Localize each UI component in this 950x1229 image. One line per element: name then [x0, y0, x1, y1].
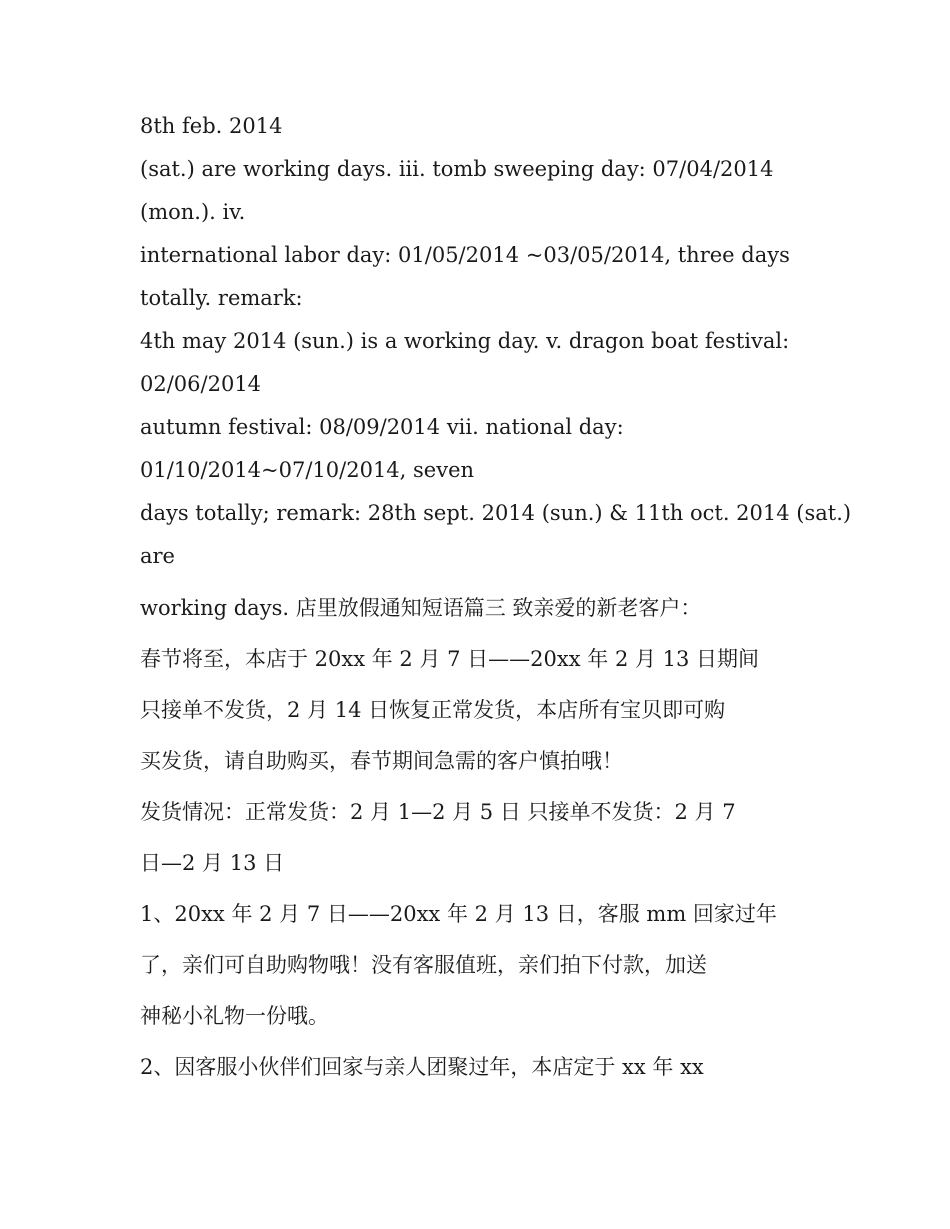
text-line: 2、因客服小伙伴们回家与亲人团聚过年，本店定于 xx 年 xx [140, 1055, 704, 1079]
text-line: (mon.). iv. [140, 200, 246, 224]
text-line: 1、20xx 年 2 月 7 日——20xx 年 2 月 13 日，客服 mm 回家过年 [140, 902, 777, 926]
text-line: working days. 店里放假通知短语篇三 致亲爱的新老客户： [140, 596, 702, 620]
text-line: international labor day: 01/05/2014 ~03/05/2014, three days [140, 243, 790, 267]
text-line: are [140, 544, 175, 568]
text-line: autumn festival: 08/09/2014 vii. national day: [140, 415, 624, 439]
document-body [140, 105, 852, 1093]
text-line: 买发货，请自助购买，春节期间急需的客户慎拍哦！ [140, 749, 623, 773]
text-line: totally. remark: [140, 286, 303, 310]
text-line: 01/10/2014~07/10/2014, seven [140, 458, 475, 482]
text-line: 了，亲们可自助购物哦！没有客服值班，亲们拍下付款，加送 [140, 953, 707, 977]
text-line: 只接单不发货，2 月 14 日恢复正常发货，本店所有宝贝即可购 [140, 698, 726, 722]
text-line: 4th may 2014 (sun.) is a working day. v. dragon boat festival: [140, 329, 790, 353]
text-line: 8th feb. 2014 [140, 114, 283, 138]
text-line: 春节将至，本店于 20xx 年 2 月 7 日——20xx 年 2 月 13 日期间 [140, 647, 760, 671]
text-line: 02/06/2014 [140, 372, 262, 396]
text-line: 发货情况：正常发货：2 月 1—2 月 5 日 只接单不发货：2 月 7 [140, 800, 736, 824]
text-line: days totally; remark: 28th sept. 2014 (sun.) & 11th oct. 2014 (sat.) [140, 501, 852, 525]
text-line: 日—2 月 13 日 [140, 851, 285, 875]
text-line: 神秘小礼物一份哦。 [140, 1004, 329, 1028]
text-line: (sat.) are working days. iii. tomb sweeping day: 07/04/2014 [140, 157, 774, 181]
